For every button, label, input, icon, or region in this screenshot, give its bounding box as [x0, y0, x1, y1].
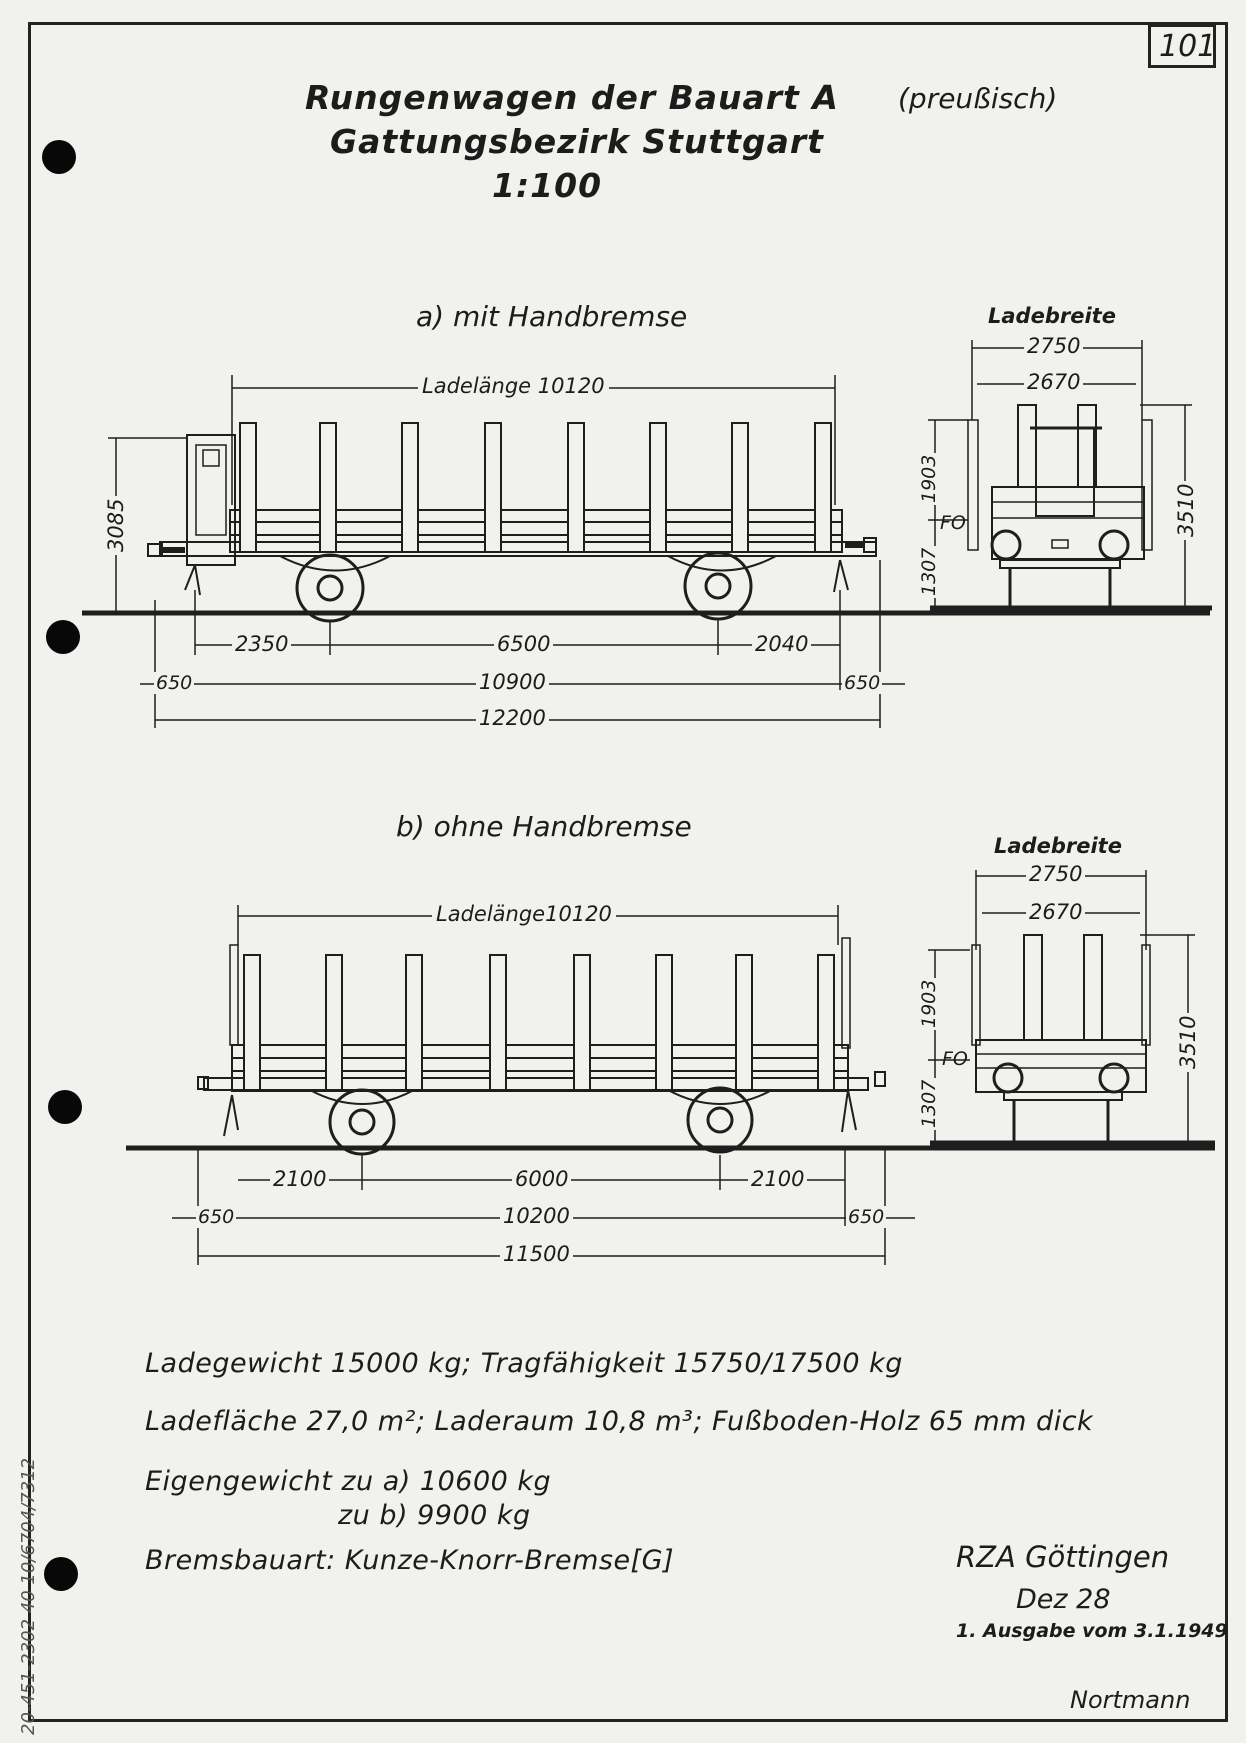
stake — [406, 955, 422, 1090]
variant-a-overall-length: 12200 — [476, 706, 549, 730]
variant-b-overhang-right: 650 — [848, 1206, 885, 1228]
variant-a-overhang-left: 650 — [156, 672, 193, 694]
stake — [568, 423, 584, 552]
stake — [244, 955, 260, 1090]
variant-a-floor-height: 1307 — [918, 547, 940, 596]
variant-b-inner-width: 2670 — [1026, 900, 1085, 924]
variant-a-dim-2: 6500 — [494, 632, 553, 656]
stake — [402, 423, 418, 552]
margin-note: 20-451-2302 40 10/6704/7312 — [18, 1457, 39, 1735]
wagon-a-side-view — [82, 423, 1210, 621]
stake — [736, 955, 752, 1090]
stake — [650, 423, 666, 552]
variant-b-loading-width-label: Ladebreite — [994, 834, 1122, 858]
variant-a-dim-1: 2350 — [232, 632, 291, 656]
stake — [656, 955, 672, 1090]
variant-b-floor-mark: FO — [942, 1048, 968, 1070]
variant-a-inner-width: 2670 — [1024, 370, 1083, 394]
variant-b-overhang-left: 650 — [198, 1206, 235, 1228]
variant-b-heading: b) ohne Handbremse — [396, 810, 692, 843]
variant-a-height: 3085 — [104, 496, 128, 555]
stake — [240, 423, 256, 552]
spec-tare-weight-a: Eigengewicht zu a) 10600 kg — [145, 1466, 552, 1497]
stake — [574, 955, 590, 1090]
variant-b-stake-height: 1903 — [918, 979, 940, 1028]
signature: Nortmann — [1070, 1686, 1191, 1714]
spec-load-weight: Ladegewicht 15000 kg; Tragfähigkeit 15750/17500 kg — [145, 1348, 903, 1379]
wagon-a-end-view — [930, 405, 1212, 608]
title-note: (preußisch) — [898, 82, 1058, 115]
variant-b-floor-height: 1307 — [918, 1079, 940, 1128]
variant-a-wheelbase-total: 10900 — [476, 670, 549, 694]
variant-b-outer-width: 2750 — [1026, 862, 1085, 886]
variant-a-outer-width: 2750 — [1024, 334, 1083, 358]
page-subtitle: Gattungsbezirk Stuttgart — [330, 122, 824, 161]
variant-a-dim-3: 2040 — [752, 632, 811, 656]
variant-b-loading-length: Ladelänge10120 — [432, 902, 616, 926]
variant-a-loading-width-label: Ladebreite — [988, 304, 1116, 328]
variant-b-dim-2: 6000 — [512, 1167, 571, 1191]
stake — [485, 423, 501, 552]
stake — [815, 423, 831, 552]
spec-brake-type: Bremsbauart: Kunze-Knorr-Bremse[G] — [145, 1545, 675, 1576]
variant-a-stake-height: 1903 — [918, 454, 940, 503]
scale-label: 1:100 — [492, 166, 603, 205]
stake — [320, 423, 336, 552]
sheet-number: 101 — [1159, 29, 1217, 64]
variant-a-heading: a) mit Handbremse — [416, 300, 688, 333]
stake — [732, 423, 748, 552]
spec-loading-area: Ladefläche 27,0 m²; Laderaum 10,8 m³; Fußboden-Holz 65 mm dick — [145, 1406, 1094, 1437]
spec-tare-weight-b: zu b) 9900 kg — [338, 1500, 531, 1531]
wagon-b-end-view — [930, 935, 1215, 1143]
variant-b-dim-3: 2100 — [748, 1167, 807, 1191]
variant-b-dim-1: 2100 — [270, 1167, 329, 1191]
variant-a-total-height: 3510 — [1174, 481, 1198, 540]
wagon-b-side-view — [126, 938, 1215, 1154]
stake — [326, 955, 342, 1090]
variant-a-overhang-right: 650 — [844, 672, 881, 694]
page-title: Rungenwagen der Bauart A — [305, 78, 839, 117]
variant-a-loading-length: Ladelänge 10120 — [418, 374, 609, 398]
issuer-office: RZA Göttingen — [956, 1540, 1170, 1574]
variant-b-total-height: 3510 — [1176, 1013, 1200, 1072]
stake — [818, 955, 834, 1090]
issuer-date: Dez 28 — [1016, 1584, 1111, 1615]
variant-a-floor-mark: FO — [940, 512, 966, 534]
stake — [490, 955, 506, 1090]
variant-b-overall-length: 11500 — [500, 1242, 573, 1266]
variant-b-wheelbase-total: 10200 — [500, 1204, 573, 1228]
issuer-edition: 1. Ausgabe vom 3.1.1949 — [956, 1620, 1228, 1642]
